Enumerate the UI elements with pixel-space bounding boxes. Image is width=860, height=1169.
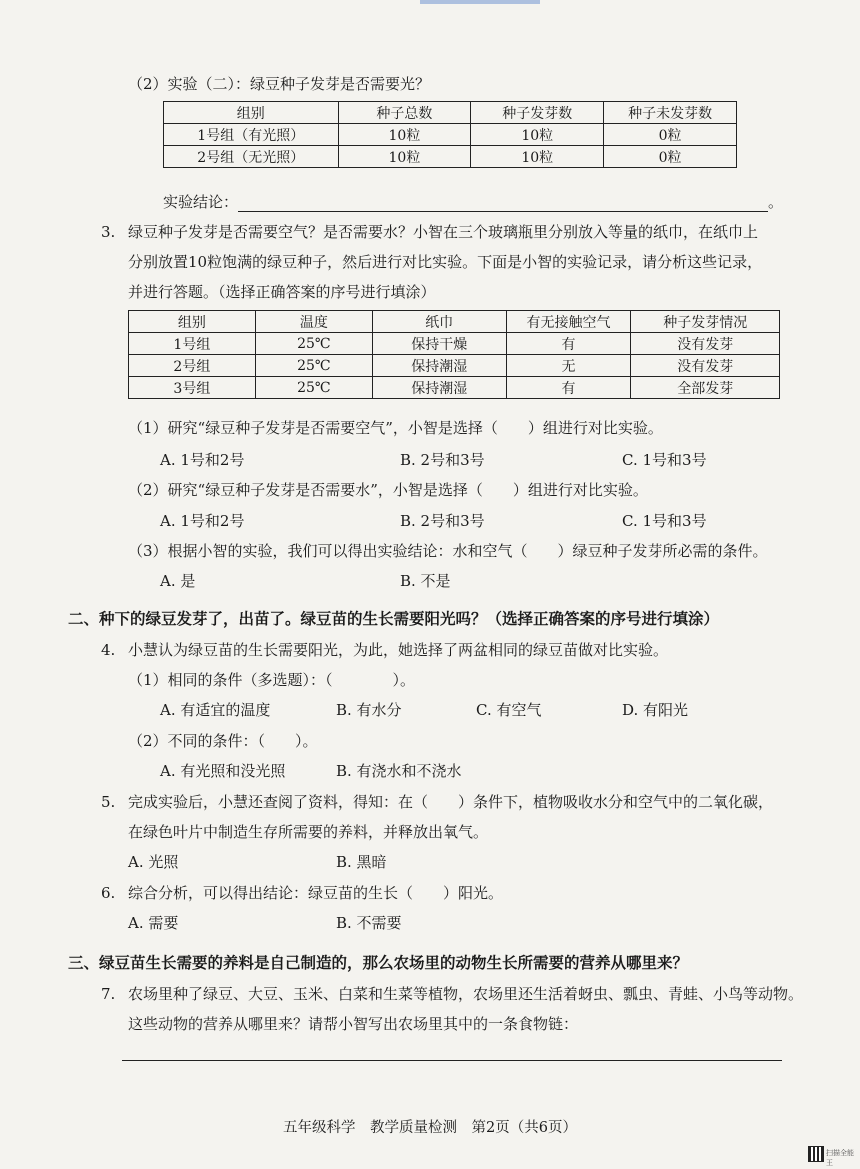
q3-sub1-option-a[interactable]: A. 1号和2号 (160, 451, 245, 469)
table-cell: 25℃ (255, 333, 372, 355)
q7-text-line1: 农场里种了绿豆、大豆、玉米、白菜和生菜等植物，农场里还生活着蚜虫、瓢虫、青蛙、小鸟等动物。 (128, 985, 804, 1003)
q4-text: 小慧认为绿豆苗的生长需要阳光，为此，她选择了两盆相同的绿豆苗做对比实验。 (128, 641, 669, 659)
food-chain-answer-line[interactable] (122, 1060, 782, 1061)
q4-sub1-option-a[interactable]: A. 有适宜的温度 (160, 701, 271, 719)
q3-sub2: （2）研究“绿豆种子发芽是否需要水”，小智是选择（ ）组进行对比实验。 (128, 481, 648, 499)
section2-title: 二、种下的绿豆发芽了，出苗了。绿豆苗的生长需要阳光吗？（选择正确答案的序号进行填涂） (68, 609, 720, 628)
q3-sub1-option-c[interactable]: C. 1号和3号 (622, 451, 707, 469)
table-header-cell: 纸巾 (372, 311, 506, 333)
page-footer: 五年级科学 教学质量检测 第2页（共6页） (283, 1120, 577, 1136)
table-header-cell: 种子总数 (338, 102, 471, 124)
q5-option-a[interactable]: A. 光照 (128, 853, 179, 871)
q6-option-b[interactable]: B. 不需要 (336, 914, 402, 932)
table-row (164, 146, 737, 168)
q3-text-line2: 分别放置10粒饱满的绿豆种子，然后进行对比实验。下面是小智的实验记录，请分析这些记录， (128, 253, 763, 271)
q4-sub1-option-d[interactable]: D. 有阳光 (622, 701, 689, 719)
q3-sub1-option-b[interactable]: B. 2号和3号 (400, 451, 485, 469)
table-cell: 没有发芽 (631, 333, 780, 355)
table-cell: 10粒 (338, 124, 471, 146)
q4-sub1-option-c[interactable]: C. 有空气 (476, 701, 542, 719)
q5-option-b[interactable]: B. 黑暗 (336, 853, 387, 871)
table-cell: 有 (506, 377, 631, 399)
q3-sub1: （1）研究“绿豆种子发芽是否需要空气”，小智是选择（ ）组进行对比实验。 (128, 419, 663, 437)
q3-text-line1: 绿豆种子发芽是否需要空气？是否需要水？小智在三个玻璃瓶里分别放入等量的纸巾，在纸巾上 (128, 223, 759, 241)
top-edge-mark (420, 0, 540, 4)
q3-sub3: （3）根据小智的实验，我们可以得出实验结论：水和空气（ ）绿豆种子发芽所必需的条件。 (128, 542, 768, 560)
q4-number: 4. (101, 641, 116, 659)
q3-sub2-option-c[interactable]: C. 1号和3号 (622, 512, 707, 530)
q6-number: 6. (101, 884, 116, 902)
q3-sub3-option-a[interactable]: A. 是 (160, 572, 196, 590)
table-header-cell: 有无接触空气 (506, 311, 631, 333)
table-row (129, 311, 780, 333)
table-cell: 没有发芽 (631, 355, 780, 377)
table-cell: 1号组（有光照） (164, 124, 339, 146)
q3-sub2-option-a[interactable]: A. 1号和2号 (160, 512, 245, 530)
table-cell: 25℃ (255, 377, 372, 399)
table-header-cell: 种子发芽情况 (631, 311, 780, 333)
table-cell: 0粒 (604, 146, 737, 168)
q3-sub3-option-b[interactable]: B. 不是 (400, 572, 451, 590)
q5-text-line1: 完成实验后，小慧还查阅了资料，得知：在（ ）条件下，植物吸收水分和空气中的二氧化碳， (128, 793, 774, 811)
q3-sub2-option-b[interactable]: B. 2号和3号 (400, 512, 485, 530)
conclusion-end: 。 (768, 193, 784, 211)
qr-code-icon (808, 1146, 824, 1162)
table-header-cell: 种子未发芽数 (604, 102, 737, 124)
q4-sub1: （1）相同的条件（多选题）：（ ）。 (128, 671, 416, 689)
table-row (129, 377, 780, 399)
table-cell: 3号组 (129, 377, 256, 399)
q4-sub2: （2）不同的条件：（ ）。 (128, 732, 318, 750)
q5-text-line2: 在绿色叶片中制造生存所需要的养料，并释放出氧气。 (128, 823, 489, 841)
table-cell: 全部发芽 (631, 377, 780, 399)
table-cell: 保持干燥 (372, 333, 506, 355)
q3-number: 3. (101, 223, 116, 241)
table-cell: 0粒 (604, 124, 737, 146)
table-cell: 保持潮湿 (372, 377, 506, 399)
exp2-title: （2）实验（二）：绿豆种子发芽是否需要光？ (128, 75, 431, 93)
q4-sub2-option-b[interactable]: B. 有浇水和不浇水 (336, 762, 462, 780)
q6-option-a[interactable]: A. 需要 (128, 914, 179, 932)
table-cell: 25℃ (255, 355, 372, 377)
q7-text-line2: 这些动物的营养从哪里来？请帮小智写出农场里其中的一条食物链： (128, 1015, 579, 1033)
table-header-cell: 组别 (129, 311, 256, 333)
table-row (129, 355, 780, 377)
q3-text-line3: 并进行答题。（选择正确答案的序号进行填涂） (128, 283, 436, 301)
q4-sub1-option-b[interactable]: B. 有水分 (336, 701, 402, 719)
table-cell: 有 (506, 333, 631, 355)
table-header-cell: 组别 (164, 102, 339, 124)
table-cell: 2号组（无光照） (164, 146, 339, 168)
table-cell: 无 (506, 355, 631, 377)
q6-text: 综合分析，可以得出结论：绿豆苗的生长（ ）阳光。 (128, 884, 504, 902)
q4-sub2-option-a[interactable]: A. 有光照和没光照 (160, 762, 286, 780)
table-row (164, 124, 737, 146)
table-cell: 保持潮湿 (372, 355, 506, 377)
exp2-table (163, 101, 737, 168)
section3-title: 三、绿豆苗生长需要的养料是自己制造的，那么农场里的动物生长所需要的营养从哪里来？ (68, 953, 689, 972)
scanner-label: 扫描全能王 (826, 1149, 854, 1167)
table-row (164, 102, 737, 124)
q5-number: 5. (101, 793, 116, 811)
table-header-cell: 温度 (255, 311, 372, 333)
conclusion-blank[interactable] (238, 195, 768, 212)
table-row (129, 333, 780, 355)
q3-table (128, 310, 780, 399)
table-cell: 1号组 (129, 333, 256, 355)
table-cell: 10粒 (338, 146, 471, 168)
q7-number: 7. (101, 985, 116, 1003)
table-cell: 10粒 (471, 124, 604, 146)
table-cell: 10粒 (471, 146, 604, 168)
table-header-cell: 种子发芽数 (471, 102, 604, 124)
table-cell: 2号组 (129, 355, 256, 377)
conclusion-label: 实验结论： (163, 193, 239, 211)
exp2-conclusion (163, 192, 783, 212)
